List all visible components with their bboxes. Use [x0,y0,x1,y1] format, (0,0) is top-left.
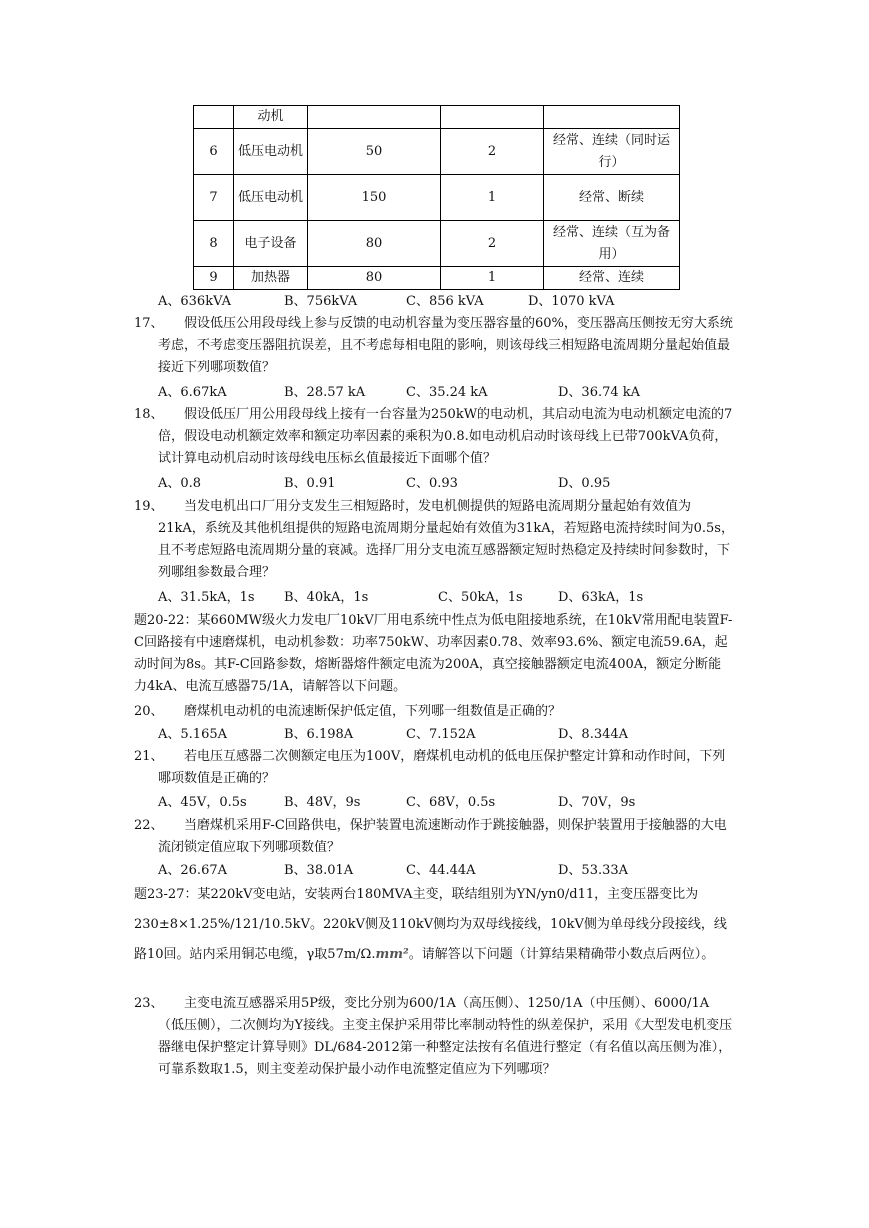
option-c: C、856 kVA [406,294,484,309]
cell-name: 动机 [234,106,308,129]
question-number: 17、 [134,316,164,331]
question-text: 当发电机出口厂用分支发生三相短路时，发电机侧提供的短路电流周期分量起始有效值为21kA，系统及其他机组提供的短路电流周期分量起始有效值为31kA，若短路电流持续时间为0.5s，且不考虑短路电流周期分量的衰减。选择厂用分支电流互感器额定短时热稳定及持续时间参数时，下列哪组参数最合理？ [158,499,734,580]
option-d: D、36.74 kA [558,385,641,400]
question-text: 若电压互感器二次侧额定电压为100V，磨煤机电动机的低电压保护整定计算和动作时间，下列哪项数值是正确的？ [158,749,726,786]
question-17 [134,313,734,379]
question-19 [134,496,734,584]
option-c: C、0.93 [406,476,458,491]
option-a: A、45V，0.5s [158,795,247,810]
option-b: B、40kA，1s [284,590,369,605]
option-b: B、28.57 kA [284,385,366,400]
table-row [194,175,680,221]
cell-no: 9 [194,267,234,290]
option-b: B、6.198A [284,727,354,742]
cell-power: 50 [308,129,441,175]
option-d: D、53.33A [558,863,629,878]
question-21 [134,746,734,790]
option-a: A、6.67kA [158,385,227,400]
section-intro-23-27 [134,880,734,970]
cell-count: 2 [441,221,544,267]
option-b: B、48V，9s [284,795,361,810]
option-a: A、636kVA [158,294,231,309]
cell-count: 1 [441,175,544,221]
question-number: 18、 [134,407,164,422]
cell-power: 80 [308,267,441,290]
option-a: A、0.8 [158,476,202,491]
cell-mode [544,106,680,129]
table-row [194,267,680,290]
option-c: C、44.44A [406,863,476,878]
option-c: C、50kA，1s [438,590,523,605]
unit-symbol: mm² [375,947,409,962]
table-row [194,106,680,129]
cell-count: 1 [441,267,544,290]
cell-no: 8 [194,221,234,267]
option-d: D、8.344A [558,727,629,742]
cell-name: 电子设备 [234,221,308,267]
cell-no: 6 [194,129,234,175]
question-number: 23、 [134,996,164,1011]
question-number: 19、 [134,499,164,514]
question-20 [134,701,734,723]
table-row [194,221,680,267]
question-text: 假设低压厂用公用段母线上接有一台容量为250kW的电动机，其启动电流为电动机额定电流的7倍，假设电动机额定效率和额定功率因素的乘积为0.8.如电动机启动时该母线上已带700kVA负荷，试计算电动机启动时该母线电压标幺值最接近下面哪个值？ [158,407,733,466]
cell-name: 低压电动机 [234,129,308,175]
cell-mode: 经常、连续 [544,267,680,290]
cell-mode: 经常、断续 [544,175,680,221]
cell-power [308,106,441,129]
cell-count [441,106,544,129]
cell-mode: 经常、连续（同时运行） [544,129,680,175]
option-d: D、63kA，1s [558,590,644,605]
option-d: D、70V，9s [558,795,636,810]
option-c: C、35.24 kA [406,385,488,400]
option-a: A、5.165A [158,727,227,742]
intro-text-2: 。请解答以下问题（计算结果精确带小数点后两位）。 [408,947,715,962]
cell-mode: 经常、连续（互为备用） [544,221,680,267]
question-22 [134,815,734,859]
option-c: C、7.152A [406,727,476,742]
load-table [193,105,680,290]
question-text: 当磨煤机采用F-C回路供电，保护装置电流速断动作于跳接触器，则保护装置用于接触器的大电流闭锁定值应取下列哪项数值？ [158,818,727,855]
option-d: D、0.95 [558,476,611,491]
section-intro-20-22: 题20-22：某660MW级火力发电厂10kV厂用电系统中性点为低电阻接地系统，在10kV常用配电装置F-C回路接有中速磨煤机，电动机参数：功率750kW、功率因素0.78、效率93.6%、额定电流59.6A，起动时间为8s。其F-C回路参数，熔断器熔件额定电流为200A，真空接触器额定电流400A，额定分断能力4kA、电流互感器75/1A，请解答以下问题。 [134,613,733,694]
cell-power: 150 [308,175,441,221]
question-text: 假设低压公用段母线上参与反馈的电动机容量为变压器容量的60%，变压器高压侧按无穷大系统考虑，不考虑变压器阻抗误差，且不考虑每相电阻的影响，则该母线三相短路电流周期分量起始值最接近下列哪项数值？ [158,316,733,375]
cell-name: 低压电动机 [234,175,308,221]
option-b: B、38.01A [284,863,354,878]
cell-no: 7 [194,175,234,221]
cell-name: 加热器 [234,267,308,290]
question-text: 主变电流互感器采用5P级，变比分别为600/1A（高压侧）、1250/1A（中压侧）、6000/1A（低压侧），二次侧均为Y接线。主变主保护采用带比率制动特性的纵差保护，采用《大型发电机变压器继电保护整定计算导则》DL/684-2012第一种整定法按有名值进行整定（有名值以高压侧为准），可靠系数取1.5，则主变差动保护最小动作电流整定值应为下列哪项？ [158,996,733,1077]
question-text: 磨煤机电动机的电流速断保护低定值，下列哪一组数值是正确的？ [184,704,562,719]
table-row [194,129,680,175]
cell-count: 2 [441,129,544,175]
cell-power: 80 [308,221,441,267]
cell-no [194,106,234,129]
option-c: C、68V，0.5s [406,795,496,810]
intro-text-1: 题23-27：某220kV变电站，安装两台180MVA主变，联结组别为YN/yn0/d11，主变压器变比为230±8×1.25%/121/10.5kV。220kV侧及110kV侧均为双母线接线，10kV侧为单母线分段接线，线路10回。站内采用铜芯电缆，γ取57m/Ω. [134,887,727,962]
option-d: D、1070 kVA [528,294,615,309]
question-number: 20、 [134,704,164,719]
question-number: 22、 [134,818,164,833]
option-b: B、756kVA [284,294,358,309]
option-a: A、31.5kA，1s [158,590,255,605]
question-18 [134,404,734,470]
option-b: B、0.91 [284,476,336,491]
question-23 [134,993,734,1081]
question-number: 21、 [134,749,164,764]
option-a: A、26.67A [158,863,227,878]
